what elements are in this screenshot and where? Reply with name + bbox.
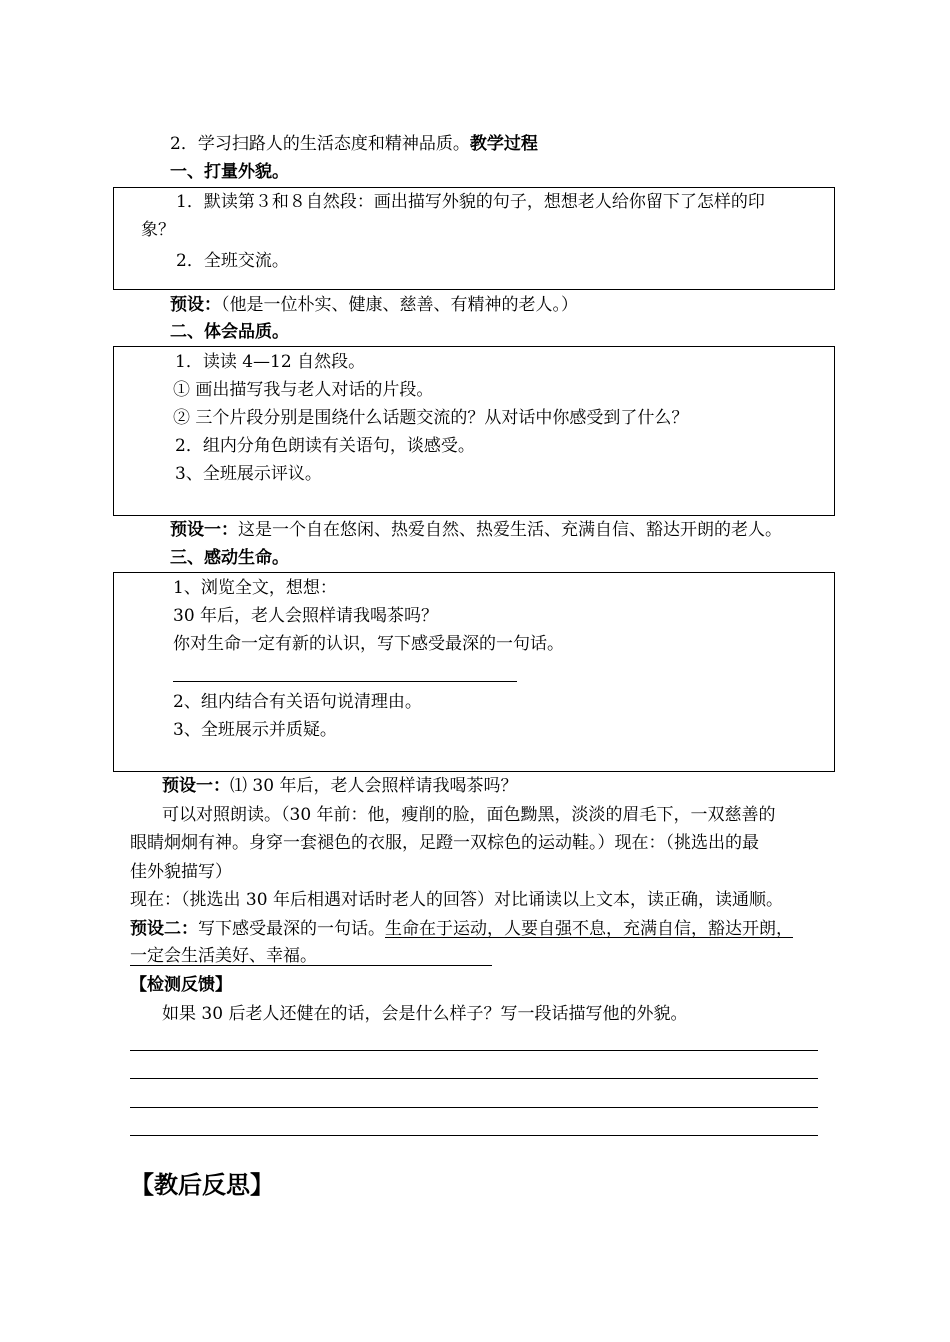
preset2-answer-a: 生命在于运动，人要自强不息，充满自信，豁达开朗， <box>385 919 793 939</box>
section3-preset1: 预设一：⑴ 30 年后，老人会照样请我喝茶吗？ <box>162 776 518 796</box>
s3-item2: 2、组内结合有关语句说清理由。 <box>173 692 422 712</box>
s3-q2: 你对生命一定有新的认识，写下感受最深的一句话。 <box>173 634 564 654</box>
writing-line-2 <box>130 1078 818 1079</box>
preset2-underline <box>130 965 492 966</box>
s2-item2: 2．组内分角色朗读有关语句，谈感受。 <box>175 436 475 456</box>
feedback-heading: 【检测反馈】 <box>130 975 232 995</box>
s1-item1-a: 1．默读第３和８自然段：画出描写外貌的句子，想想老人给你留下了怎样的印 <box>176 192 765 212</box>
s3-para4: 现在：（挑选出 30 年后相遇对话时老人的回答）对比诵读以上文本，读正确，读通顺。 <box>130 890 783 910</box>
s3-para1: 可以对照朗读。（30 年前：他，瘦削的脸，面色黝黑，淡淡的眉毛下，一双慈善的 <box>162 805 776 825</box>
writing-line-4 <box>130 1135 818 1136</box>
section2-preset: 预设一：这是一个自在悠闲、热爱自然、热爱生活、充满自信、豁达开朗的老人。 <box>170 520 782 540</box>
s1-item2: 2．全班交流。 <box>176 251 289 271</box>
s1-item1-b: 象？ <box>141 220 175 240</box>
section2-heading: 二、体会品质。 <box>170 322 289 342</box>
s3-para3: 佳外貌描写） <box>130 862 232 882</box>
s2-item3: 3、全班展示评议。 <box>175 464 322 484</box>
section1-heading: 一、打量外貌。 <box>170 162 289 182</box>
s2-sub1: ① 画出描写我与老人对话的片段。 <box>173 380 434 400</box>
preset2-answer-b: 一定会生活美好、幸福。 <box>130 946 317 966</box>
s3-item3: 3、全班展示并质疑。 <box>173 720 337 740</box>
section3-heading: 三、感动生命。 <box>170 548 289 568</box>
section3-box <box>113 572 835 772</box>
section2-box <box>113 346 835 516</box>
objective-line: 2．学习扫路人的生活态度和精神品质。教学过程 <box>170 134 538 154</box>
s3-para2: 眼睛炯炯有神。身穿一套褪色的衣服，足蹬一双棕色的运动鞋。）现在：（挑选出的最 <box>130 833 759 853</box>
process-heading: 教学过程 <box>469 134 538 154</box>
feedback-prompt: 如果 30 后老人还健在的话，会是什么样子？写一段话描写他的外貌。 <box>162 1004 688 1024</box>
section3-preset2: 预设二：写下感受最深的一句话。生命在于运动，人要自强不息，充满自信，豁达开朗， <box>130 919 793 939</box>
writing-line-3 <box>130 1107 818 1108</box>
s3-q1: 30 年后，老人会照样请我喝茶吗？ <box>173 606 439 626</box>
s2-item1: 1．读读 4—12 自然段。 <box>175 352 366 372</box>
writing-line-1 <box>130 1050 818 1051</box>
section1-preset: 预设：（他是一位朴实、健康、慈善、有精神的老人。） <box>170 295 578 315</box>
section1-box <box>113 187 835 290</box>
reflection-heading: 【教后反思】 <box>130 1170 274 1199</box>
answer-blank-line <box>173 681 517 682</box>
s2-sub2: ② 三个片段分别是围绕什么话题交流的？从对话中你感受到了什么？ <box>173 408 689 428</box>
s3-item1: 1、浏览全文，想想： <box>173 578 337 598</box>
